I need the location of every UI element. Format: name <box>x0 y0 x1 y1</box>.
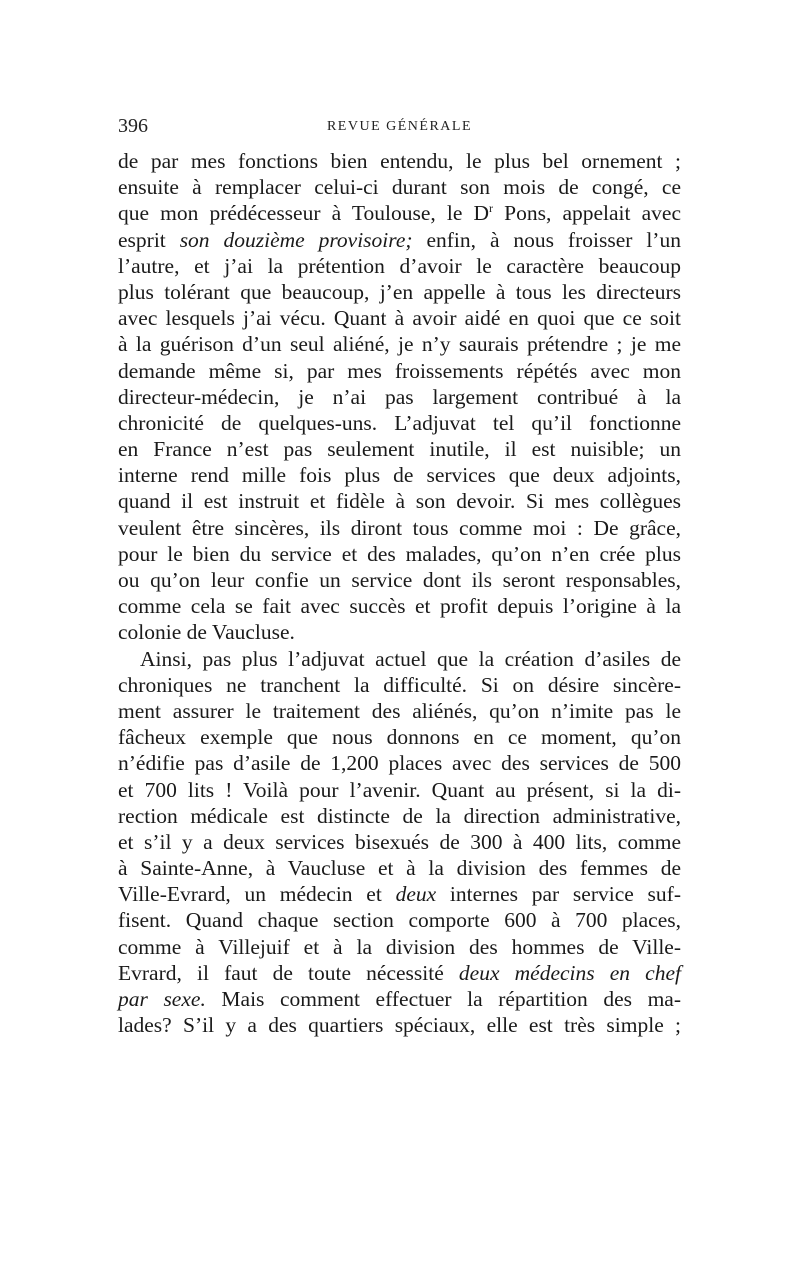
text-fragment: internes par service suf- <box>436 882 681 907</box>
text-line: à Sainte-Anne, à Vaucluse et à la division des femmes de <box>118 856 681 881</box>
text-line: de par mes fonctions bien entendu, le plus bel ornement ; <box>118 149 681 173</box>
paragraph-1 <box>118 148 681 646</box>
running-title: REVUE GÉNÉRALE <box>326 119 473 134</box>
text-line: en France n’est pas seulement inutile, il est nuisible; un <box>118 437 681 462</box>
text-line: colonie de Vaucluse. <box>118 620 295 645</box>
text-fragment: que mon prédécesseur à Toulouse, le D <box>118 201 490 226</box>
text-line: à la guérison d’un seul aliéné, je n’y saurais prétendre ; je me <box>118 332 681 357</box>
text-line <box>118 960 681 986</box>
text-fragment: Evrard, il faut de toute nécessité <box>118 960 459 985</box>
text-line: fâcheux exemple que nous donnons en ce moment, qu’on <box>118 725 681 750</box>
italic-text: par sexe. <box>118 987 206 1011</box>
text-line: ment assurer le traitement des aliénés, qu’on n’imite pas le <box>118 698 681 723</box>
text-line: pour le bien du service et des malades, qu’on n’en crée plus <box>118 541 681 566</box>
text-fragment: Ville-Evrard, un médecin et <box>118 882 396 907</box>
page-header <box>118 113 681 143</box>
page-number: 396 <box>118 115 148 137</box>
text-line <box>118 227 681 253</box>
superscript: r <box>489 201 494 216</box>
text-line: et s’il y a deux services bisexués de 300 à 400 lits, comme <box>118 829 681 854</box>
text-line <box>118 881 681 907</box>
text-line: avec lesquels j’ai vécu. Quant à avoir aidé en quoi que ce soit <box>118 306 681 331</box>
text-line: chroniques ne tranchent la difficulté. Si on désire sincère- <box>118 672 681 697</box>
text-fragment: esprit <box>118 227 180 252</box>
text-line: interne rend mille fois plus de services que deux adjoints, <box>118 463 681 488</box>
text-fragment: enfin, à nous froisser l’un <box>412 227 681 252</box>
text-line: Ainsi, pas plus l’adjuvat actuel que la création d’asiles de <box>140 646 681 671</box>
italic-text: son douzième provisoire; <box>179 227 413 252</box>
text-fragment: Mais comment effectuer la répartition des ma- <box>205 987 682 1011</box>
italic-text: deux <box>395 882 437 907</box>
text-line: n’édifie pas d’asile de 1,200 places avec des services de 500 <box>118 751 681 776</box>
text-line: comme cela se fait avec succès et profit depuis l’origine à la <box>118 594 681 619</box>
text-line <box>118 200 681 226</box>
text-line: plus tolérant que beaucoup, j’en appelle à tous les directeurs <box>118 279 681 304</box>
text-line: et 700 lits ! Voilà pour l’avenir. Quant au présent, si la di- <box>118 777 681 802</box>
text-line: veulent être sincères, ils diront tous comme moi : De grâce, <box>118 515 681 540</box>
text-line: fisent. Quand chaque section comporte 600 à 700 places, <box>118 908 681 933</box>
text-line: ou qu’on leur confie un service dont ils seront responsables, <box>118 568 681 592</box>
text-line: rection médicale est distincte de la direction administrative, <box>118 803 681 828</box>
text-line: directeur-médecin, je n’ai pas largement contribué à la <box>118 384 681 409</box>
text-line: demande même si, par mes froissements répétés avec mon <box>118 358 681 383</box>
text-line <box>118 986 681 1012</box>
text-line: ensuite à remplacer celui-ci durant son mois de congé, ce <box>118 175 681 200</box>
text-fragment: Pons, appelait avec <box>493 201 681 226</box>
text-line: comme à Villejuif et à la division des hommes de Ville- <box>118 934 681 959</box>
text-line: quand il est instruit et fidèle à son devoir. Si mes collègues <box>118 489 681 514</box>
page-body <box>118 148 681 1038</box>
text-line: l’autre, et j’ai la prétention d’avoir le caractère beaucoup <box>118 253 681 278</box>
paragraph-2 <box>118 646 681 1039</box>
text-line: chronicité de quelques-uns. L’adjuvat tel qu’il fonctionne <box>118 410 681 435</box>
italic-text: deux médecins en chef <box>458 960 681 985</box>
text-line: lades? S’il y a des quartiers spéciaux, elle est très simple ; <box>118 1013 681 1038</box>
